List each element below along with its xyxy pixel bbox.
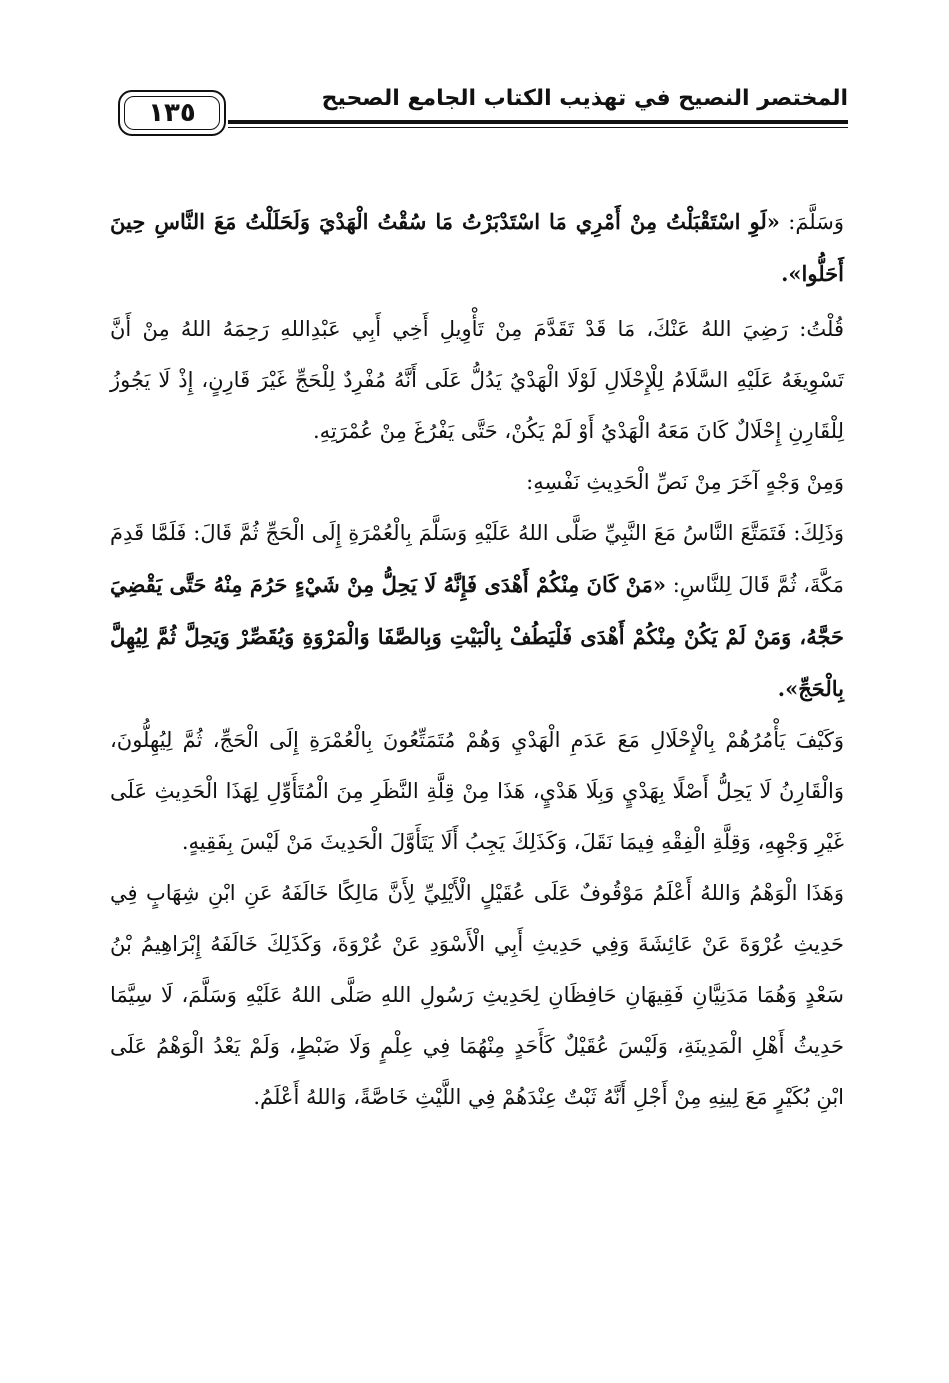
paragraph-4-lead: وَذَلِكَ: فَتَمَتَّعَ النَّاسُ مَعَ النَّبِيِّ صَلَّى اللهُ عَلَيْهِ وَسَلَّمَ بِالْعُمْرَةِ إِلَى الْحَجِّ ثُمَّ قَالَ: فَلَمَّا قَدِمَ مَكَّةَ، ثُمَّ قَالَ لِلنَّاسِ: [110,521,844,597]
main-text [110,196,844,1123]
header-rule-thin [228,127,848,128]
paragraph-1 [110,196,844,300]
hadith-quote-1: «لَوِ اسْتَقْبَلْتُ مِنْ أَمْرِي مَا اسْتَدْبَرْتُ مَا سُقْتُ الْهَدْيَ وَلَحَلَلْتُ مَعَ النَّاسِ حِينَ أَحَلُّوا». [110,209,844,286]
paragraph-5: وَكَيْفَ يَأْمُرُهُمْ بِالْإِحْلَالِ مَعَ عَدَمِ الْهَدْيِ وَهُمْ مُتَمَتِّعُونَ بِالْعُمْرَةِ إِلَى الْحَجِّ، ثُمَّ لِيُهِلُّونَ، وَالْقَارِنُ لَا يَحِلُّ أَصْلًا بِهَدْيٍ وَبِلَا هَدْيٍ، هَذَا مِنْ قِلَّةِ النَّظَرِ مِنَ الْمُتَأَوِّلِ لِهَذَا الْحَدِيثِ عَلَى غَيْرِ وَجْهِهِ، وَقِلَّةِ الْفِقْهِ فِيمَا نَقَلَ، وَكَذَلِكَ يَجِبُ أَلَا يَتَأَوَّلَ الْحَدِيثَ مَنْ لَيْسَ بِفَقِيهٍ. [110,728,844,854]
paragraph-6: وَهَذَا الْوَهْمُ وَاللهُ أَعْلَمُ مَوْقُوفٌ عَلَى عُقَيْلٍ الْأَيْلِيِّ لِأَنَّ مَالِكًا خَالَفَهُ عَنِ ابْنِ شِهَابٍ فِي حَدِيثِ عُرْوَةَ عَنْ عَائِشَةَ وَفِي حَدِيثِ أَبِي الْأَسْوَدِ عَنْ عُرْوَةَ، وَكَذَلِكَ خَالَفَهُ إِبْرَاهِيمُ بْنُ سَعْدٍ وَهُمَا مَدَنِيَّانِ فَقِيهَانِ حَافِظَانِ لِحَدِيثِ رَسُولِ اللهِ صَلَّى اللهُ عَلَيْهِ وَسَلَّمَ، لَا سِيَّمَا حَدِيثُ أَهْلِ الْمَدِينَةِ، وَلَيْسَ عُقَيْلٌ كَأَحَدٍ مِنْهُمَا فِي عِلْمٍ وَلَا ضَبْطٍ، وَلَمْ يَعْدُ الْوَهْمُ عَلَى ابْنِ بُكَيْرٍ مَعَ لِينِهِ مِنْ أَجْلِ أَنَّهُ ثَبْتٌ عِنْدَهُمْ فِي اللَّيْثِ خَاصَّةً، وَاللهُ أَعْلَمُ. [110,881,844,1109]
running-title: المختصر النصيح في تهذيب الكتاب الجامع الصحيح [321,86,848,111]
paragraph-2: قُلْتُ: رَضِيَ اللهُ عَنْكَ، مَا قَدْ تَقَدَّمَ مِنْ تَأْوِيلِ أَخِي أَبِي عَبْدِاللهِ رَحِمَهُ اللهُ مِنْ أَنَّ تَسْوِيغَهُ عَلَيْهِ السَّلَامُ لِلْإِحْلَالِ لَوْلَا الْهَدْيُ يَدُلُّ عَلَى أَنَّهُ مُفْرِدٌ لِلْحَجِّ غَيْرَ قَارِنٍ، إِذْ لَا يَجُوزُ لِلْقَارِنِ إِحْلَالٌ كَانَ مَعَهُ الْهَدْيُ أَوْ لَمْ يَكُنْ، حَتَّى يَفْرُغَ مِنْ عُمْرَتِهِ. [110,317,844,443]
page-number: ١٣٥ [148,98,196,128]
paragraph-3: وَمِنْ وَجْهٍ آخَرَ مِنْ نَصِّ الْحَدِيثِ نَفْسِهِ: [526,470,844,494]
page-number-frame [118,90,226,136]
paragraph-1-lead: وَسَلَّمَ: [779,210,844,234]
page-header [118,82,848,144]
header-rule [228,120,848,124]
paragraph-4 [110,508,844,715]
hadith-quote-2: «مَنْ كَانَ مِنْكُمْ أَهْدَى فَإِنَّهُ لَا يَحِلُّ مِنْ شَيْءٍ حَرُمَ مِنْهُ حَتَّى يَقْضِيَ حَجَّهُ، وَمَنْ لَمْ يَكُنْ مِنْكُمْ أَهْدَى فَلْيَطُفْ بِالْبَيْتِ وَبِالصَّفَا وَالْمَرْوَةِ وَيُقَصِّرْ وَيَحِلَّ ثُمَّ لِيُهِلَّ بِالْحَجِّ». [110,572,844,701]
